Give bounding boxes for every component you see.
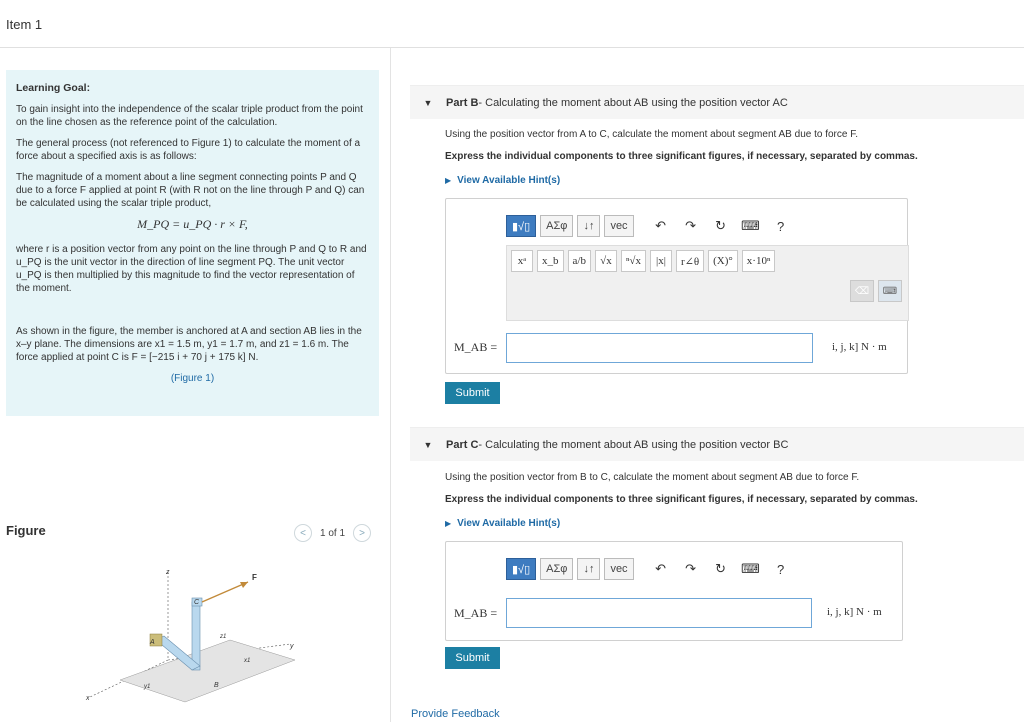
templates-button[interactable]: ▮√▯ — [506, 558, 536, 580]
nth-root-button[interactable]: ⁿ√x — [621, 250, 646, 272]
subscript-button[interactable]: x_b — [537, 250, 564, 272]
label-b: B — [214, 682, 219, 689]
part-c-header[interactable] — [410, 427, 1024, 461]
collapse-caret-icon[interactable]: ▼ — [423, 439, 433, 450]
part-b-unit: i, j, k] N · m — [832, 341, 887, 353]
part-c-submit-button[interactable]: Submit — [445, 647, 500, 669]
previous-figure-button[interactable]: < — [294, 524, 312, 542]
greek-button[interactable]: ΑΣφ — [540, 215, 573, 237]
part-b-label: Part B — [446, 96, 479, 109]
fraction-button[interactable]: a/b — [568, 250, 591, 272]
part-c-hint-link[interactable] — [445, 518, 560, 529]
reset-icon[interactable]: ↻ — [715, 561, 727, 576]
figure-pager — [294, 524, 371, 542]
palette-side-buttons — [850, 280, 902, 302]
scalar-triple-product-equation: M_PQ = u_PQ · r × F, — [137, 217, 248, 231]
learning-goal-title: Learning Goal: — [16, 82, 91, 94]
degree-button[interactable]: (X)° — [708, 250, 738, 272]
vertical-pipe — [192, 602, 200, 670]
provide-feedback-link[interactable]: Provide Feedback — [411, 708, 500, 720]
part-b-question: Using the position vector from A to C, calculate the moment about segment AB due to force F. — [445, 129, 858, 140]
learning-goal-panel — [6, 70, 379, 416]
reset-icon[interactable]: ↻ — [715, 218, 727, 233]
redo-icon[interactable]: ↷ — [685, 218, 697, 233]
part-b-hint-text: View Available Hint(s) — [457, 175, 561, 186]
goal-paragraph-5: As shown in the figure, the member is anchored at A and section AB lies in the x–y plane. The dimensions are x1 = 1.5 m, y1 = 1.7 m, and z1 = 1.6 m. The force applied at point C is F = [−215 i + 70 j + 175 k] N. — [16, 326, 362, 363]
polar-button[interactable]: r∠θ — [676, 250, 704, 272]
part-c-unit: i, j, k] N · m — [827, 606, 882, 618]
label-x1: x1 — [244, 658, 251, 664]
figure-link[interactable]: (Figure 1) — [170, 373, 215, 384]
keyboard-toggle-icon[interactable]: ⌨ — [878, 280, 902, 302]
part-c-hint-text: View Available Hint(s) — [457, 518, 561, 529]
label-z: z — [166, 569, 170, 576]
vec-button[interactable]: vec — [604, 215, 633, 237]
item-title: Item 1 — [6, 17, 43, 32]
part-c-answer-box — [445, 541, 903, 641]
label-z1: z1 — [220, 634, 227, 640]
keyboard-icon[interactable]: ⌨ — [741, 561, 760, 576]
part-c-question: Using the position vector from B to C, calculate the moment about segment AB due to force F. — [445, 472, 860, 483]
figure-page-count: 1 of 1 — [320, 527, 346, 539]
part-b-toolbar — [506, 211, 909, 241]
templates-button[interactable]: ▮√▯ — [506, 215, 536, 237]
sqrt-button[interactable]: √x — [595, 250, 617, 272]
undo-icon[interactable]: ↶ — [655, 218, 667, 233]
palette-row — [507, 246, 908, 276]
redo-icon[interactable]: ↷ — [685, 561, 697, 576]
part-c-instruction: Express the individual components to three significant figures, if necessary, separated by commas. — [445, 494, 918, 505]
vec-button[interactable]: vec — [604, 558, 633, 580]
part-b-hint-link[interactable] — [445, 175, 560, 186]
label-f: F — [252, 573, 257, 582]
part-b-answer-input[interactable] — [506, 333, 813, 363]
abs-button[interactable]: |x| — [650, 250, 672, 272]
next-figure-button[interactable]: > — [353, 524, 371, 542]
delete-icon[interactable]: ⌫ — [850, 280, 874, 302]
part-b-header[interactable] — [410, 85, 1024, 119]
part-b-answer-label: M_AB = — [454, 340, 498, 354]
goal-paragraph-1: To gain insight into the independence of the scalar triple product from the point on the line chosen as the reference point of the calculation. — [16, 104, 363, 128]
part-b-answer-box — [445, 198, 908, 374]
sci-notation-button[interactable]: x·10ⁿ — [742, 250, 776, 272]
part-c-title: - Calculating the moment about AB using the position vector BC — [478, 438, 789, 451]
label-y1: y1 — [144, 684, 151, 690]
figure-heading: Figure — [6, 523, 46, 538]
arrows-button[interactable]: ↓↑ — [577, 215, 600, 237]
hint-expand-icon: ▶ — [445, 176, 452, 185]
undo-icon[interactable]: ↶ — [655, 561, 667, 576]
figure-diagram — [80, 562, 310, 707]
help-icon[interactable]: ? — [776, 218, 785, 234]
arrows-button[interactable]: ↓↑ — [577, 558, 600, 580]
label-c: C — [194, 599, 200, 606]
part-b-title: - Calculating the moment about AB using the position vector AC — [478, 96, 788, 109]
goal-paragraph-4: where r is a position vector from any point on the line through P and Q to R and u_PQ is the unit vector in the direction of line segment PQ. The unit vector u_PQ is then multiplied by this magnitude to find the vector representation of the moment. — [16, 244, 367, 294]
collapse-caret-icon[interactable]: ▼ — [423, 97, 433, 108]
part-b-math-palette — [506, 245, 909, 321]
column-divider — [390, 48, 391, 722]
goal-paragraph-2: The general process (not referenced to Figure 1) to calculate the moment of a force about a specified axis is as follows: — [16, 138, 361, 162]
part-c-toolbar — [506, 554, 909, 584]
hint-expand-icon: ▶ — [445, 519, 452, 528]
goal-paragraph-3: The magnitude of a moment about a line segment connecting points P and Q due to a force F applied at point R (with R not on the line through P and Q) can be calculated using the scalar triple product, — [16, 172, 365, 209]
item-header — [0, 0, 1024, 48]
part-b-submit-button[interactable]: Submit — [445, 382, 500, 404]
label-x: x — [86, 695, 90, 702]
part-c-label: Part C — [446, 438, 479, 451]
power-button[interactable]: xᵃ — [511, 250, 533, 272]
part-b-instruction: Express the individual components to three significant figures, if necessary, separated by commas. — [445, 151, 918, 162]
greek-button[interactable]: ΑΣφ — [540, 558, 573, 580]
help-icon[interactable]: ? — [776, 561, 785, 577]
keyboard-icon[interactable]: ⌨ — [741, 218, 760, 233]
floor-plane — [120, 640, 295, 702]
force-vector — [202, 582, 248, 602]
label-a: A — [150, 639, 155, 646]
label-y: y — [290, 643, 294, 650]
part-c-answer-label: M_AB = — [454, 606, 498, 620]
part-c-answer-input[interactable] — [506, 598, 812, 628]
